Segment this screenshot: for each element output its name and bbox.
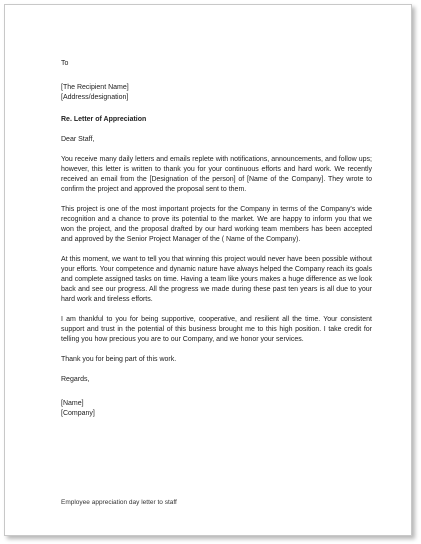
thanks-line: Thank you for being part of this work. — [61, 356, 177, 363]
salutation: Dear Staff, — [61, 136, 95, 143]
sender-company: [Company] — [61, 410, 95, 417]
recipient-address: [Address/designation] — [61, 94, 129, 101]
page-footer-caption: Employee appreciation day letter to staff — [61, 499, 177, 506]
paragraph-4: I am thankful to you for being supportive, cooperative, and resilient all the time. Your consistent support and trust in the potential of this business brought me to this high position. I take credit for telling you how precious you are to our Company, and we honor your services. — [61, 316, 372, 343]
letter-subject: Re. Letter of Appreciation — [61, 116, 147, 123]
letter-body — [61, 59, 372, 419]
paragraph-1: You receive many daily letters and emails replete with notifications, announcements, and follow ups; however, this letter is written to thank you for your continuous efforts and hard work. We recently received an email from the [Designation of the person] of [Name of the Company]. They wrote to confirm the project and approved the proposal sent to them. — [61, 156, 372, 193]
paragraph-3: At this moment, we want to tell you that winning this project would never have been possible without your efforts. Your competence and dynamic nature have always helped the Company reach its goals and complete assigned tasks on time. Having a team like yours makes a huge difference as we look back and see our progress. All the progress we made during these past ten years is all due to your hard work and tireless efforts. — [61, 256, 372, 303]
closing: Regards, — [61, 376, 90, 383]
to-label: To — [61, 60, 69, 67]
sender-name: [Name] — [61, 400, 84, 407]
paragraph-2: This project is one of the most important projects for the Company in terms of the Company's wide recognition and a chance to prove its potential to the market. We are happy to inform you that we won the project, and the proposal drafted by our hard working team members has been accepted and approved by the Senior Project Manager of the ( Name of the Company). — [61, 206, 372, 243]
letter-page — [4, 4, 412, 536]
recipient-name: [The Recipient Name] — [61, 84, 129, 91]
